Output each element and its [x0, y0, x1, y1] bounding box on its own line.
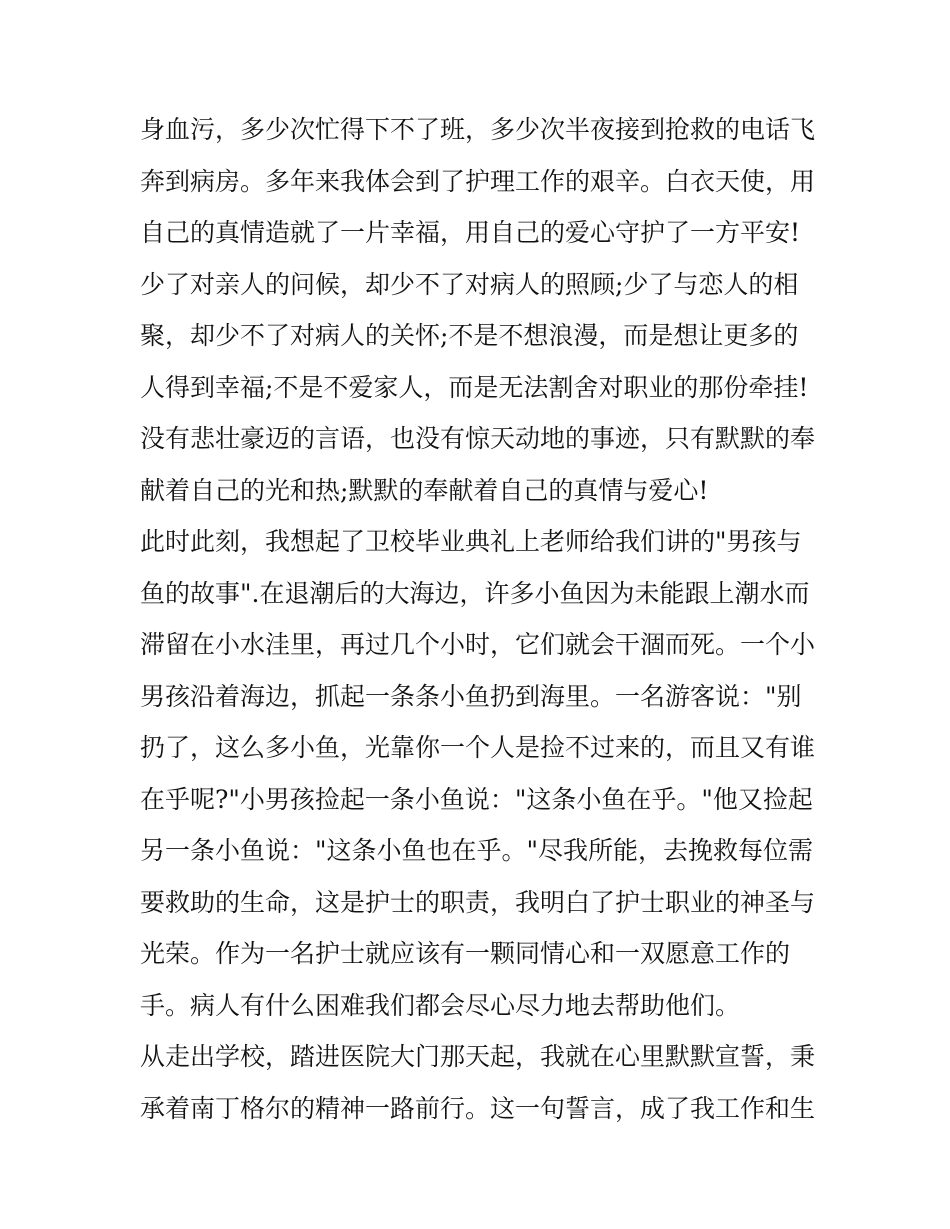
text-line-20: 承着南丁格尔的精神一路前行。这一句誓言，成了我工作和生 — [140, 1093, 816, 1123]
text-line-2: 奔到病房。多年来我体会到了护理工作的艰辛。白衣天使，用 — [140, 166, 816, 196]
text-line-4: 少了对亲人的问候，却少不了对病人的照顾;少了与恋人的相 — [140, 269, 799, 299]
text-line-1: 身血污，多少次忙得下不了班，多少次半夜接到抢救的电话飞 — [140, 115, 816, 144]
text-line-16: 要救助的生命，这是护士的职责，我明白了护士职业的神圣与 — [140, 887, 816, 917]
text-line-17: 光荣。作为一名护士就应该有一颗同情心和一双愿意工作的 — [140, 939, 791, 968]
text-line-5: 聚，却少不了对病人的关怀;不是不想浪漫，而是想让更多的 — [140, 321, 799, 350]
text-line-9: 此时此刻，我想起了卫校毕业典礼上老师给我们讲的"男孩与 — [140, 527, 802, 556]
text-line-12: 男孩沿着海边，抓起一条条小鱼扔到海里。一名游客说："别 — [140, 681, 802, 711]
text-line-3: 自己的真情造就了一片幸福，用自己的爱心守护了一方平安! — [140, 218, 801, 247]
text-line-7: 没有悲壮豪迈的言语，也没有惊天动地的事迹，只有默默的奉 — [140, 424, 816, 453]
text-line-10: 鱼的故事".在退潮后的大海边，许多小鱼因为未能跟上潮水而 — [140, 578, 810, 608]
text-line-13: 扔了，这么多小鱼，光靠你一个人是捡不过来的，而且又有谁 — [140, 733, 816, 762]
text-line-19: 从走出学校，踏进医院大门那天起，我就在心里默默宣誓，秉 — [140, 1042, 816, 1071]
body-text — [140, 104, 830, 1134]
text-line-18: 手。病人有什么困难我们都会尽心尽力地去帮助他们。 — [140, 990, 741, 1020]
text-line-15: 另一条小鱼说："这条小鱼也在乎。"尽我所能，去挽救每位需 — [140, 836, 814, 865]
text-line-11: 滞留在小水洼里，再过几个小时，它们就会干涸而死。一个小 — [140, 630, 816, 659]
text-line-8: 献着自己的光和热;默默的奉献着自己的真情与爱心! — [140, 475, 709, 505]
text-line-6: 人得到幸福;不是不爱家人，而是无法割舍对职业的那份牵挂! — [140, 372, 809, 402]
text-line-14: 在乎呢?"小男孩捡起一条小鱼说："这条小鱼在乎。"他又捡起 — [140, 784, 813, 814]
